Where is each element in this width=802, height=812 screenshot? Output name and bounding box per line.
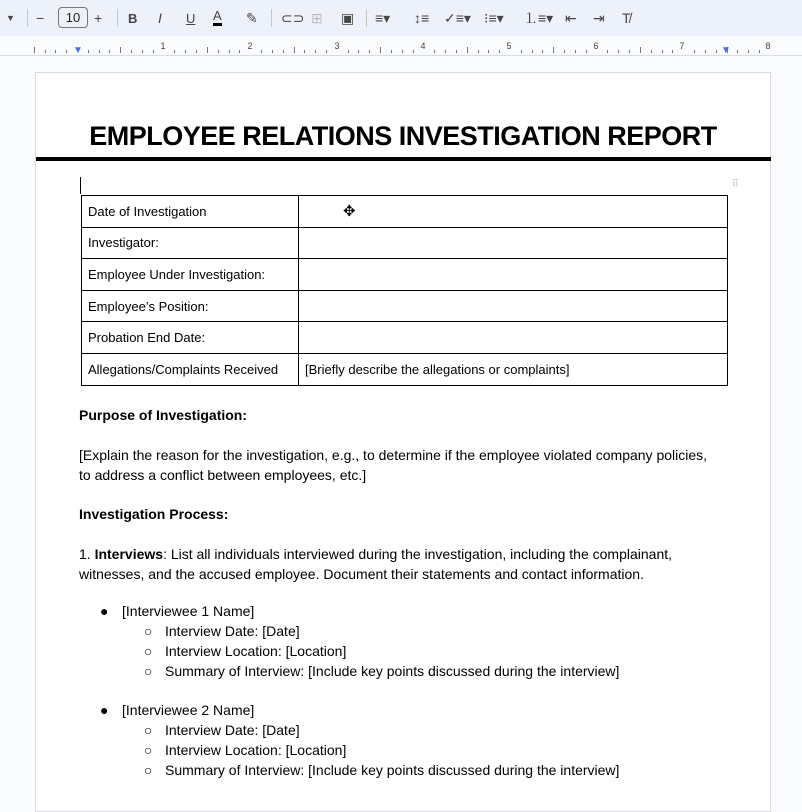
ruler-number: 7 [679, 41, 685, 51]
table-row [82, 353, 728, 385]
table-row [82, 290, 728, 322]
ruler-tick [586, 50, 587, 53]
ruler-tick [99, 50, 100, 53]
ruler-tick [66, 50, 67, 53]
bulleted-list-icon[interactable]: ⁝≡▾ [484, 9, 504, 26]
left-indent-marker[interactable]: ▼ [73, 45, 83, 56]
resize-cursor-icon: ✥ [343, 203, 356, 220]
ruler-tick [478, 50, 479, 53]
interviewee-name: [Interviewee 1 Name] [122, 603, 255, 619]
ruler-tick [575, 50, 576, 53]
ruler-tick [348, 50, 349, 53]
ruler-tick [662, 50, 663, 53]
ruler-tick [748, 50, 749, 53]
ruler-tick [304, 50, 305, 53]
sub-bullet-icon: ○ [144, 663, 153, 679]
font-size-input[interactable]: 10 [58, 7, 88, 28]
ruler-number: 2 [247, 41, 253, 51]
ruler-tick [185, 50, 186, 53]
ruler-tick [499, 50, 500, 53]
ruler-number: 5 [506, 41, 512, 51]
increase-indent-icon[interactable]: ⇥ [593, 9, 605, 26]
table-cell-value[interactable] [299, 322, 728, 354]
divider [366, 9, 367, 27]
ruler-number: 1 [160, 41, 166, 51]
divider [271, 9, 272, 27]
text-color-button[interactable]: A [213, 7, 222, 26]
ruler-tick [88, 50, 89, 53]
ruler-tick [174, 50, 175, 53]
ruler-tick [618, 50, 619, 53]
increase-font-size-button[interactable]: + [94, 10, 103, 26]
sub-bullet-icon: ○ [144, 762, 153, 778]
interview-detail: Interview Location: [Location] [165, 742, 347, 758]
divider [27, 9, 28, 27]
table-drag-handle-icon[interactable]: ⠿ [731, 179, 739, 190]
ruler-tick [672, 50, 673, 53]
insert-image-icon[interactable]: ▣ [341, 9, 355, 26]
table-cell-label[interactable]: Date of Investigation [82, 196, 299, 228]
ruler-tick [326, 50, 327, 53]
ruler-number: 3 [334, 41, 340, 51]
document-title: EMPLOYEE RELATIONS INVESTIGATION REPORT [89, 121, 717, 151]
ruler-tick [45, 50, 46, 53]
add-comment-icon[interactable]: ⊞ [311, 9, 323, 26]
clear-formatting-icon[interactable]: T̸ [622, 10, 631, 26]
ruler-tick [553, 47, 554, 53]
table-cell-label[interactable]: Allegations/Complaints Received [82, 353, 299, 385]
ruler-tick [391, 50, 392, 53]
insert-link-icon[interactable]: ⊂⊃ [281, 9, 305, 26]
ruler-tick [55, 50, 56, 53]
ruler-tick [358, 50, 359, 53]
table-cell-value[interactable]: [Briefly describe the allegations or complaints] [299, 353, 728, 385]
ruler-tick [196, 50, 197, 53]
highlight-pen-icon[interactable]: ✎ [246, 9, 258, 26]
ruler-tick [294, 47, 295, 53]
table-cell-value[interactable] [299, 196, 728, 228]
info-table [81, 195, 728, 386]
bullet-icon: ● [100, 702, 109, 718]
toolbar [0, 0, 802, 36]
line-spacing-icon[interactable]: ↕≡ [414, 10, 430, 26]
ruler-number: 8 [765, 41, 771, 51]
interview-detail: Interview Date: [Date] [165, 722, 300, 738]
ruler-tick [380, 47, 381, 53]
interview-detail: Interview Location: [Location] [165, 643, 347, 659]
interview-detail: Interview Date: [Date] [165, 623, 300, 639]
ruler-number: 4 [420, 41, 426, 51]
ruler-tick [607, 50, 608, 53]
numbered-list-icon[interactable]: ⒈≡▾ [524, 10, 554, 26]
ruler-tick [315, 50, 316, 53]
decrease-font-size-button[interactable]: − [36, 10, 45, 26]
underline-button[interactable]: U [186, 10, 196, 26]
sub-bullet-icon: ○ [144, 742, 153, 758]
sub-bullet-icon: ○ [144, 722, 153, 738]
ruler-tick [445, 50, 446, 53]
ruler-tick [109, 50, 110, 53]
right-indent-marker[interactable]: ▼ [721, 45, 731, 56]
divider [117, 9, 118, 27]
ruler-tick [705, 50, 706, 53]
ruler-tick [218, 50, 219, 53]
interview-detail: Summary of Interview: [Include key points discussed during the interview] [165, 762, 620, 778]
ruler-tick [759, 50, 760, 53]
ruler-tick [564, 50, 565, 53]
align-dropdown-icon[interactable]: ≡▾ [375, 9, 391, 26]
ruler-tick [369, 50, 370, 53]
ruler-tick [532, 50, 533, 53]
ruler-tick [413, 50, 414, 53]
table-cell-value[interactable] [299, 259, 728, 291]
ruler-tick [229, 50, 230, 53]
ruler-tick [542, 50, 543, 53]
bullet-icon: ● [100, 603, 109, 619]
checklist-icon[interactable]: ✓≡▾ [444, 9, 471, 26]
interviews-paragraph: 1. Interviews: List all individuals interviewed during the investigation, including the complainant, witnesses, and the accused employee. Document their statements and contact information. [79, 546, 673, 582]
ruler-tick [402, 50, 403, 53]
ruler-tick [207, 47, 208, 53]
ruler-tick [456, 50, 457, 53]
ruler-tick [716, 50, 717, 53]
ruler-tick [640, 47, 641, 53]
ruler[interactable] [0, 37, 802, 56]
text-cursor [80, 177, 81, 194]
interviewee-name: [Interviewee 2 Name] [122, 702, 255, 718]
bold-button[interactable]: B [128, 10, 138, 26]
document-page[interactable] [35, 72, 771, 812]
ruler-tick [34, 47, 35, 53]
ruler-tick [261, 50, 262, 53]
ruler-tick [488, 50, 489, 53]
ruler-tick [239, 50, 240, 53]
ruler-tick [283, 50, 284, 53]
process-heading: Investigation Process: [79, 506, 229, 522]
interview-detail: Summary of Interview: [Include key points discussed during the interview] [165, 663, 620, 679]
table-cell-value[interactable] [299, 290, 728, 322]
horizontal-rule [36, 157, 771, 161]
ruler-tick [142, 50, 143, 53]
table-row [82, 322, 728, 354]
table-cell-value[interactable] [299, 227, 728, 259]
table-cell-label[interactable]: Employee Under Investigation: [82, 259, 299, 291]
ruler-tick [651, 50, 652, 53]
decrease-indent-icon[interactable]: ⇤ [565, 9, 577, 26]
ruler-tick [467, 47, 468, 53]
table-cell-label[interactable]: Employee’s Position: [82, 290, 299, 322]
font-dropdown-arrow-icon[interactable]: ▼ [6, 13, 15, 23]
ruler-tick [120, 47, 121, 53]
table-row [82, 259, 728, 291]
ruler-tick [434, 50, 435, 53]
ruler-tick [131, 50, 132, 53]
purpose-heading: Purpose of Investigation: [79, 407, 248, 423]
sub-bullet-icon: ○ [144, 623, 153, 639]
purpose-text: [Explain the reason for the investigation, e.g., to determine if the employee violated company policies, to address a conflict between employees, etc.] [79, 447, 708, 483]
italic-button[interactable]: I [158, 10, 162, 26]
table-cell-label[interactable]: Probation End Date: [82, 322, 299, 354]
ruler-tick [153, 50, 154, 53]
ruler-tick [737, 50, 738, 53]
table-cell-label[interactable]: Investigator: [82, 227, 299, 259]
table-row [82, 196, 728, 228]
table-row [82, 227, 728, 259]
ruler-tick [694, 50, 695, 53]
ruler-tick [521, 50, 522, 53]
ruler-number: 6 [593, 41, 599, 51]
sub-bullet-icon: ○ [144, 643, 153, 659]
ruler-tick [272, 50, 273, 53]
ruler-tick [629, 50, 630, 53]
